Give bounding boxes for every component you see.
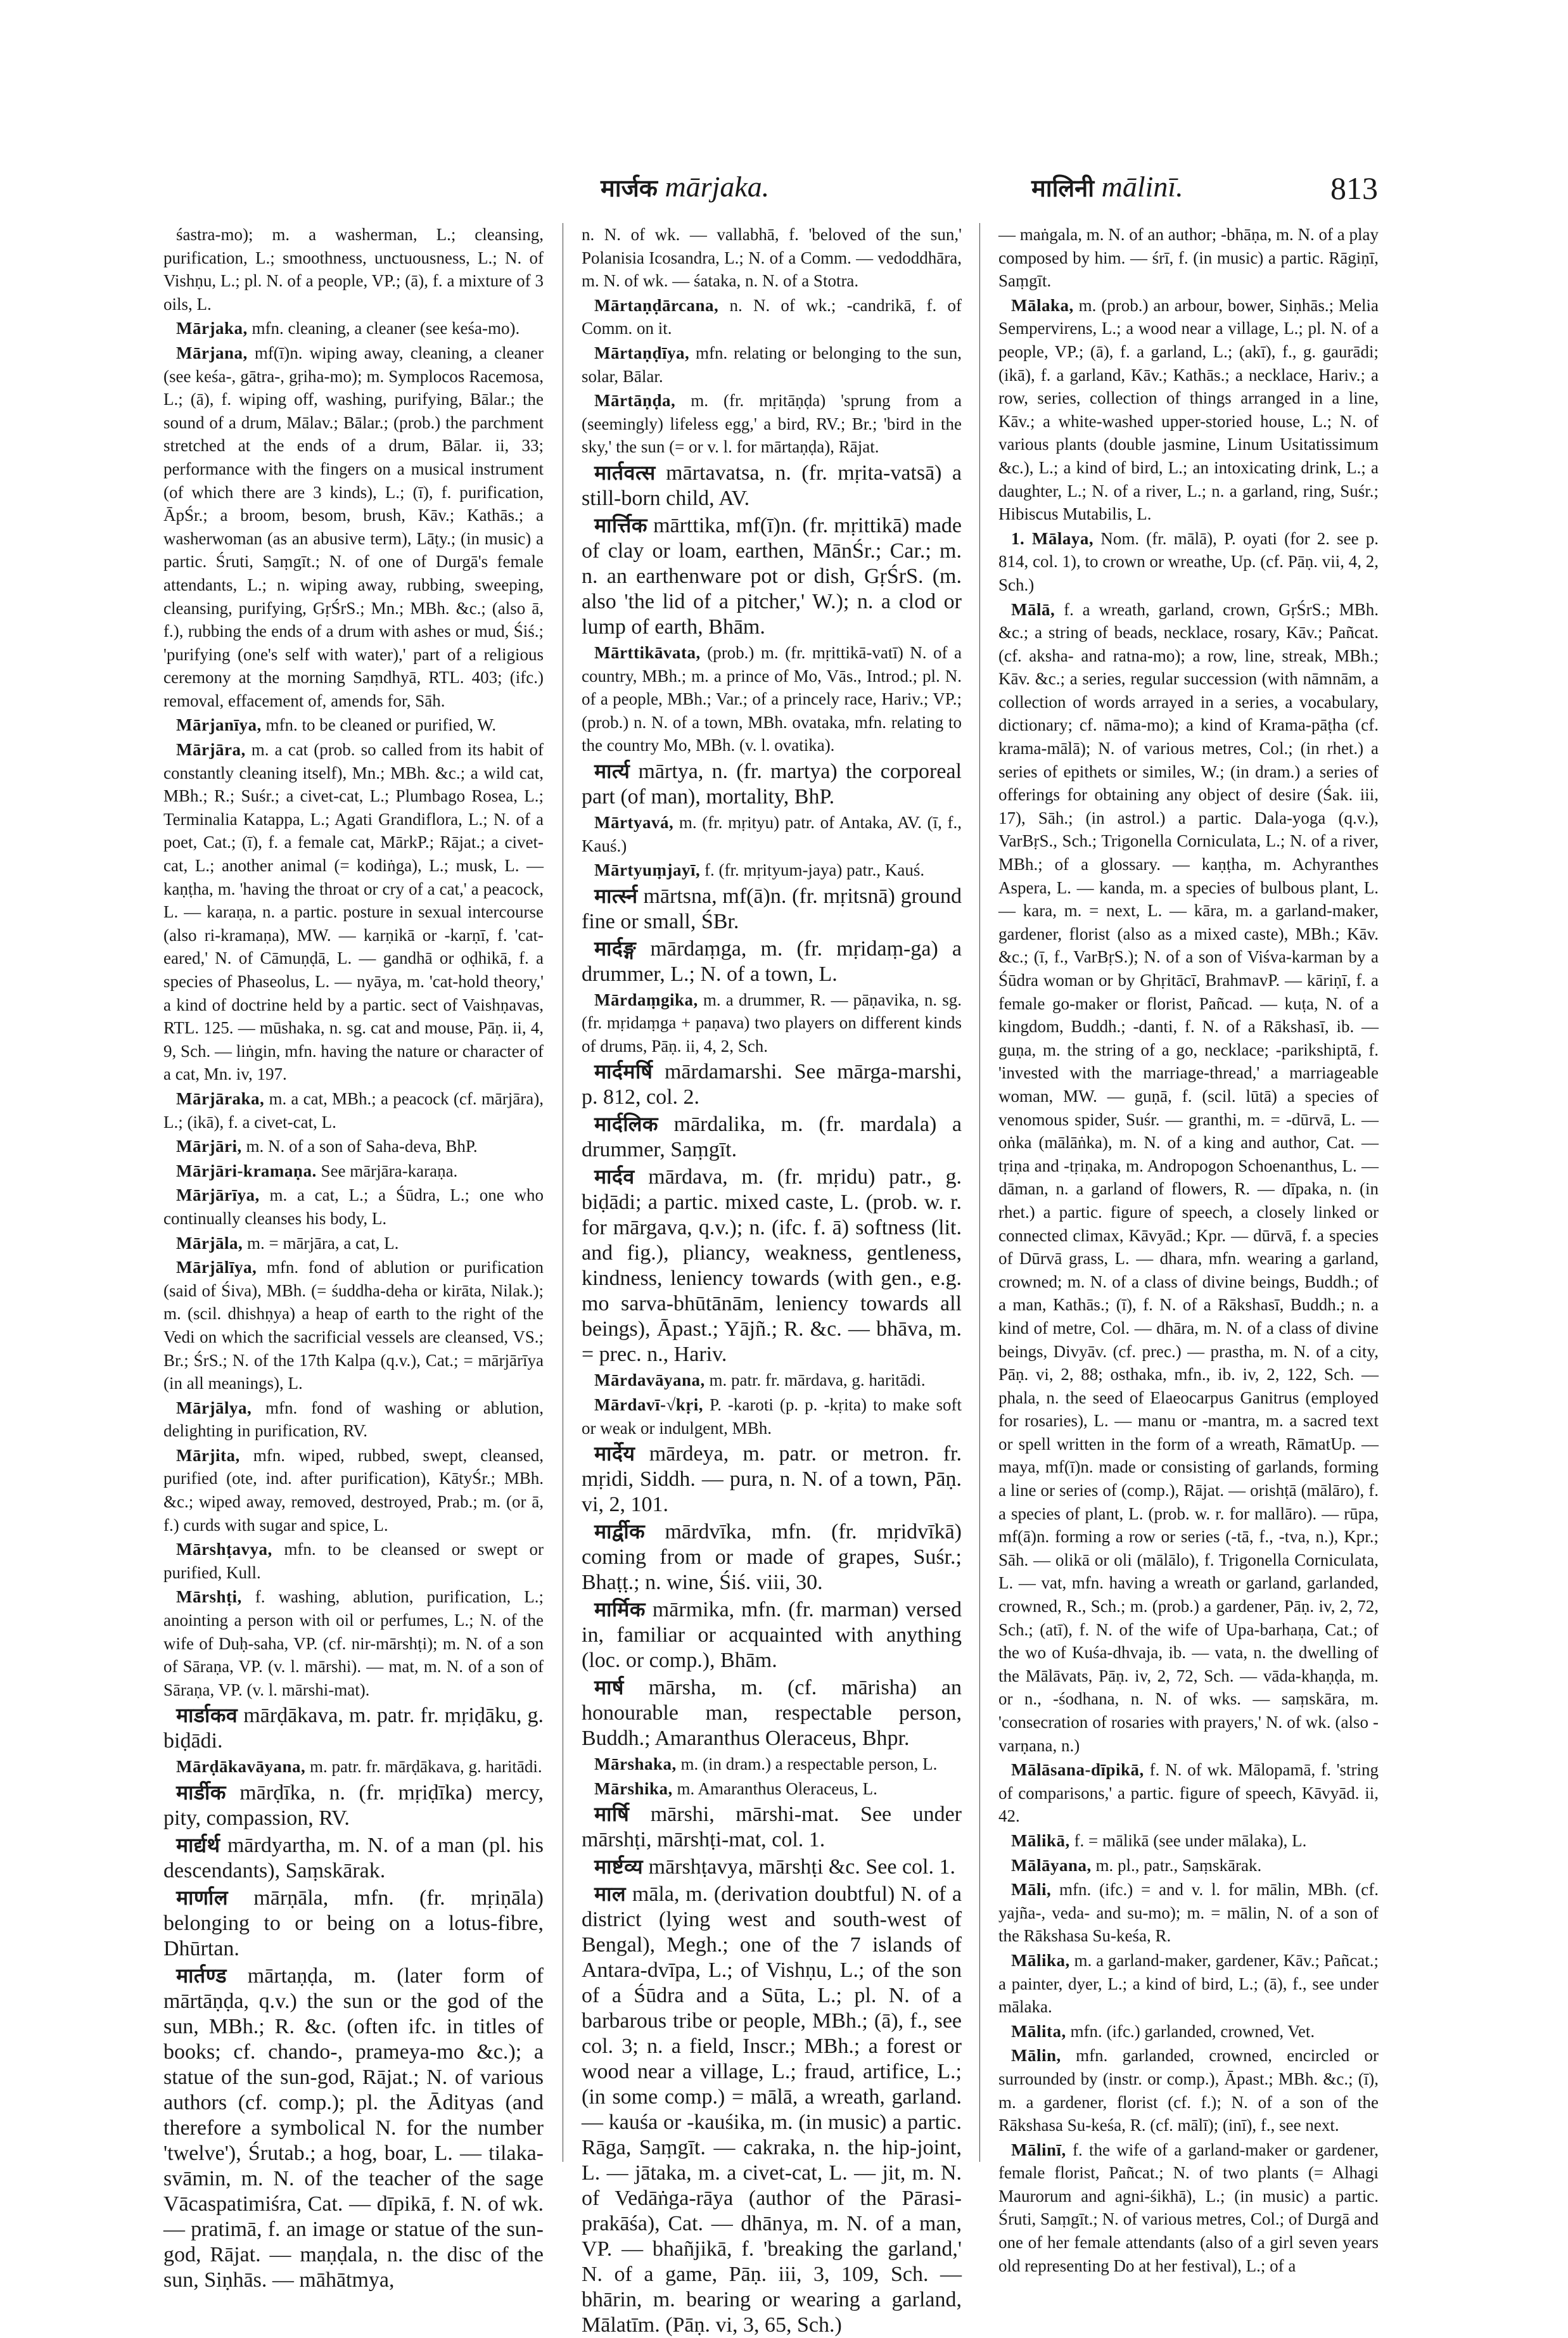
entry-definition: m. a garland-maker, gardener, Kāv.; Pañcat.; a painter, dyer, L.; a kind of bird, L.; (ā), f., see under mālaka. (998, 1950, 1379, 2017)
entry-definition: mārḍīka, n. (fr. mṛiḍīka) mercy, pity, compassion, RV. (163, 1781, 544, 1830)
entry-headword: Mārjāraka, (176, 1089, 265, 1108)
entry-headword: Mārtyuṃjayī, (594, 860, 701, 880)
entry-headword: मार्ष्टव्य (594, 1855, 644, 1879)
column-3 (998, 223, 1379, 2275)
entry-definition: f. the wife of a garland-maker or gardener, female florist, Pañcat.; N. of two plants (= Alhagi Maurorum and agni-śikhā), L.; (in music) a partic. Śruti, Saṃgīt.; N. of various metres, Col.; of Durgā and one of her female attendants (also of a girl seven years old representing Do at her festival), L.; of a (998, 2140, 1379, 2275)
entry-definition: m. (fr. mṛityu) patr. of Antaka, AV. (ī, f., Kauś.) (582, 812, 962, 855)
dictionary-entry (163, 1585, 544, 1701)
entry-definition: n. N. of wk.; -candrikā, f. of Comm. on it. (582, 295, 962, 338)
entry-headword: मार्द्यर्थ (176, 1834, 220, 1856)
entry-definition: m. patr. fr. mārdava, g. haritādi. (709, 1370, 926, 1390)
entry-headword: मार्त्तिक (594, 513, 647, 537)
entry-headword: Māli, (1011, 1880, 1052, 1900)
entry-headword: Mārjārīya, (176, 1185, 260, 1205)
entry-headword: मार्देय (594, 1442, 635, 1466)
dictionary-entry (998, 294, 1379, 526)
entry-definition: m. (in dram.) a respectable person, L. (680, 1754, 938, 1774)
entry-definition: mārsha, m. (cf. mārisha) an honourable man, respectable person, Buddh.; Amaranthus Oleraceus, Bhpr. (582, 1676, 962, 1751)
entry-definition: mfn. to be cleaned or purified, W. (265, 715, 497, 735)
entry-definition: mf(ī)n. wiping away, cleaning, a cleaner (see keśa-, gātra-, gṛiha-mo); m. Symplocos Racemosa, L.; (ā), f. wiping off, washing, purifying, Bālar.; the sound of a drum, Mālav.; Bālar.; (prob.) the parchment stretched at the ends of a drum, Bālar. ii, 33; performance with the fingers on a musical instrument (of which there are 3 kinds), L.; (ī), f. purification, ĀpŚr.; a broom, besom, brush, Kāv.; Kathās.; a washerwoman (as an abusive term), Lāṭy.; (in music) a partic. Śruti, Saṃgīt.; N. of one of Durgā's female attendants, L.; n. wiping away, rubbing, sweeping, cleansing, purifying, GṛŚrS.; Mn.; MBh. &c.; (also ā, f.), rubbing the ends of a drum with ashes or mud, Śiś.; 'purifying (one's self with water),' part of a religious ceremony at the morning Saṃdhyā, RTL. 403; (ifc.) removal, effacement of, amends for, Sāh. (163, 343, 544, 710)
entry-definition: Nom. (fr. mālā), P. oyati (for 2. see p. 814, col. 1), to crown or wreathe, Up. (cf. Pāṇ. vii, 4, 2, Sch.) (998, 528, 1379, 594)
entry-headword: Mārshika, (594, 1779, 673, 1798)
entry-headword: Mārshṭi, (176, 1587, 242, 1607)
dictionary-entry (582, 758, 962, 810)
dictionary-entry (582, 1111, 962, 1163)
dictionary-entry (163, 1396, 544, 1443)
entry-definition: mfn. fond of washing or ablution, delighting in purification, RV. (163, 1398, 544, 1441)
entry-definition: mfn. wiped, rubbed, swept, cleansed, purified (ote, ind. after purification), KātyŚr.; MBh. &c.; wiped away, removed, destroyed, Prab.; m. (or ā, f.) curds with sugar and spice, L. (163, 1445, 544, 1535)
entry-definition: f. a wreath, garland, crown, GṛŚrS.; MBh. &c.; a string of beads, necklace, rosary, Kāv.; Pañcat. (cf. aksha- and ratna-mo); a row, line, streak, MBh.; Kāv. &c.; a series, regular succession (with nāmnām, a collection of words arrayed in a series, a vocabulary, dictionary; cf. nāma-mo); a kind of Krama-pāṭha (cf. krama-mālā); N. of various metres, Col.; (in rhet.) a series of epithets or similes, W.; (in dram.) a series of offerings for obtaining any object of desire (Śak. iii, 17), Sāh.; (in astrol.) a partic. Dala-yoga (q.v.), VarBṛS., Sch.; Trigonella Corniculata, L.; N. of a river, MBh.; of a glossary. — kaṇṭha, m. Achyranthes Aspera, L. — kanda, m. a species of bulbous plant, L. — kara, m. = next, L. — kāra, m. a garland-maker, gardener, florist (also as a mixed caste), MBh.; Kāv. &c.; (ī, f., VarBṛS.); N. of a son of Viśva-karman by a Śūdra woman or by Ghṛitācī, BrahmavP. — kāriṇī, f. a female go-maker or florist, Pañcad. — kuṭa, N. of a kingdom, Buddh.; -danti, f. N. of a Rākshasī, ib. — guṇa, m. the string of a go, necklace; -parikshiptā, f. 'invested with the marriage-thread,' a marriageable woman, MW. — guṇā, f. (scil. lūtā) a species of venomous spider, Suśr. — granthi, m. = -dūrvā, L. — oṅka (mālāṅka), m. N. of a king and author, Cat. — tṛiṇa and -tṛiṇaka, m. Andropogon Schoenanthus, L. — dāman, n. a garland of flowers, R. — dīpaka, n. (in rhet.) a partic. figure of speech, a closely linked or connected climax, Kāvyād.; Kpr. — dūrvā, f. a species of Dūrvā grass, L. — dhara, mfn. wearing a garland, crowned; m. N. of a class of divine beings, Buddh.; of a man, Kathās.; (ī), f. N. of a Rākshasī, Buddh.; n. a kind of metre, Col. — dhāra, m. N. of a class of divine beings, Divyāv. (cf. prec.) — prastha, m. N. of a city, Pāṇ. vi, 2, 88; osthaka, mfn., ib. iv, 2, 122, Sch. — phala, n. the seed of Elaeocarpus Ganitrus (employed for rosaries), L. — manu or -mantra, m. a sacred text or spell written in the form of a wreath, RāmatUp. — maya, mf(ī)n. made or consisting of garlands, forming a line or series of (comp.), Rājat. — orishṭā (mālāro), f. a species of plant, L. (prob. w. r. for mallāro). — rūpa, mf(ā)n. forming a row or series (-tā, f., -tva, n.), Kpr.; Sāh. — olikā or oli (mālālo), f. Trigonella Corniculata, L. — vat, mfn. having a wreath or garland, garlanded, crowned, R., Sch.; m. (prob.) a gardener, Pāṇ. iv, 2, 72, Sch.; (atī), f. N. of the wife of Upa-barhaṇa, Cat.; of the wo of Kuśa-dhvaja, ib. — vata, n. the dwelling of the Mālāvats, Pāṇ. iv, 2, 72, Sch. — vāda-khaṇḍa, m. or n., -śodhana, n. N. of wks. — saṃskāra, m. 'consecration of rosaries with prayers,' N. of wk. (also -varṇana, n.) (998, 599, 1379, 1755)
column-2 (582, 223, 962, 2337)
dictionary-entry (582, 223, 962, 293)
entry-headword: Mārjāri, (176, 1137, 242, 1156)
entry-headword: Mārjāra, (176, 740, 246, 760)
dictionary-entry (998, 598, 1379, 1758)
text-columns (163, 223, 1379, 2337)
entry-definition: mfn. to be cleansed or swept or purified, Kull. (163, 1540, 544, 1582)
dictionary-entry (582, 1753, 962, 1776)
entry-headword: मार्णाल (176, 1886, 229, 1909)
entry-headword: Mārshṭavya, (176, 1540, 272, 1559)
entry-definition: m. a cat (prob. so called from its habit of constantly cleaning itself), Mn.; MBh. &c.; a wild cat, MBh.; R.; Suśr.; a civet-cat, L.; Plumbago Rosea, L.; Terminalia Katappa, L.; Agati Grandiflora, L.; N. of a poet, Cat.; (ī), f. a female cat, MārkP.; Rājat.; a civet-cat, L.; another animal (= kodiṅga), L.; musk, L. — kaṇṭha, m. 'having the throat or cry of a cat,' a peacock, L. — karaṇa, n. a partic. posture in sexual intercourse (also ri-kramaṇa), MW. — karṇikā or -karṇī, f. 'cat-eared,' N. of Cāmuṇḍā, L. — gandhā or oḍhikā, f. a species of Phaseolus, L. — nyāya, m. 'cat-hold theory,' a kind of doctrine held by a partic. sect of Vaishṇavas, RTL. 125. — mūshaka, n. sg. cat and mouse, Pāṇ. ii, 4, 9, Sch. — liṅgin, mfn. having the nature or character of a cat, Mn. iv, 197. (163, 740, 544, 1084)
dictionary-entry (998, 527, 1379, 597)
dictionary-entry (998, 223, 1379, 293)
dictionary-entry (582, 1675, 962, 1751)
entry-headword: Mārttikāvata, (594, 642, 701, 662)
entry-headword: Mālaka, (1011, 295, 1074, 315)
entry-headword: Mālāsana-dīpikā, (1011, 1760, 1144, 1780)
entry-definition: mārmika, mfn. (fr. marman) versed in, familiar or acquainted with anything (loc. or comp.), Bhām. (582, 1598, 962, 1673)
entry-headword: मार्द्वीक (594, 1520, 646, 1543)
dictionary-entry (163, 1159, 544, 1183)
entry-headword: Mārjālīya, (176, 1258, 257, 1277)
entry-headword: मार्त्स्न (594, 884, 638, 907)
entry-headword: Mārdavāyana, (594, 1370, 705, 1390)
dictionary-entry (163, 1232, 544, 1255)
dictionary-entry (582, 1881, 962, 2338)
entry-definition: mārtaṇḍa, m. (later form of mārtāṇḍa, q.v.) the sun or the god of the sun, MBh.; R. &c. (often ifc. in titles of books; cf. chando-, prameya-mo &c.); a statue of the sun-god, Rājat.; N. of various authors (cf. comp.); pl. the Ādityas (and therefore a symbolical N. for the number 'twelve'), Śrutab.; a hog, boar, L. — tilaka-svāmin, m. N. of the teacher of the sage Vācaspatimiśra, Cat. — dīpikā, f. N. of wk. — pratimā, f. an image or statue of the sun-god, Rājat. — maṇḍala, n. the disc of the sun, Siṇhās. — māhātmya, (163, 1964, 544, 2292)
entry-definition: māla, m. (derivation doubtful) N. of a district (lying west and south-west of Bengal), Megh.; one of the 7 islands of Antara-dvīpa, L.; of Vishṇu, L.; of the son of a Śūdra and a Sūta, L.; pl. N. of a barbarous tribe or people, MBh.; (ā), f., see col. 3; n. a field, Inscr.; MBh.; a forest or wood near a village, L.; fraud, artifice, L.; (in some comp.) = mālā, a wreath, garland. — kauśa or -kauśika, m. (in music) a partic. Rāga, Saṃgīt. — cakraka, n. the hip-joint, L. — jātaka, m. a civet-cat, L. — jit, m. N. of Vedāṅga-rāya (author of the Pārasi-prakāśa), Cat. — dhānya, m. N. of a man, VP. — bhañjikā, f. 'breaking the garland,' N. of a game, Pāṇ. iii, 3, 109, Sch. — bhārin, m. bearing or wearing a garland, Mālatīm. (Pāṇ. vi, 3, 65, Sch.) (582, 1882, 962, 2337)
dictionary-entry (163, 223, 544, 316)
entry-headword: Mārtaṇḍīya, (594, 343, 690, 362)
entry-headword: Mālā, (1011, 599, 1055, 619)
entry-definition: mārtsna, mf(ā)n. (fr. mṛitsnā) ground fine or small, ŚBr. (582, 884, 962, 933)
dictionary-entry (163, 1256, 544, 1395)
dictionary-entry (582, 1597, 962, 1673)
dictionary-entry (582, 859, 962, 882)
entry-headword: Mārjāri-kramaṇa. (176, 1161, 317, 1180)
dictionary-entry (582, 1393, 962, 1440)
entry-headword: मार्मिक (594, 1598, 646, 1621)
entry-definition: mārttika, mf(ī)n. (fr. mṛittikā) made of clay or loam, earthen, MānŚr.; Car.; m. n. an earthenware pot or dish, GṛŚrS. (m. also 'the lid of a pitcher,' W.); n. a clod or lump of earth, Bhām. (582, 513, 962, 639)
dictionary-entry (582, 1777, 962, 1801)
entry-definition: mārdeya, m. patr. or metron. fr. mṛidi, Siddh. — pura, n. N. of a town, Pāṇ. vi, 2, 101. (582, 1442, 962, 1517)
entry-headword: Mārjālya, (176, 1398, 252, 1417)
dictionary-entry (998, 1829, 1379, 1853)
dictionary-entry (582, 460, 962, 511)
dictionary-entry (163, 1444, 544, 1536)
entry-headword: Mārjana, (176, 343, 248, 362)
entry-definition: śastra-mo); m. a washerman, L.; cleansing, purification, L.; smoothness, unctuousness, L.; N. of Vishṇu, L.; pl. N. of a people, VP.; (ā), f. a mixture of 3 oils, L. (163, 225, 544, 314)
right-headword-devanagari: मालिनी (1031, 174, 1095, 202)
dictionary-entry (998, 2138, 1379, 2278)
dictionary-entry (998, 1949, 1379, 2019)
dictionary-entry (998, 1854, 1379, 1877)
dictionary-entry (582, 513, 962, 640)
entry-headword: मार्त्य (594, 759, 630, 783)
entry-definition: mfn. fond of ablution or purification (said of Śiva), MBh. (= śuddha-deha or kirāta, Nilak.); m. (scil. dhishṇya) a heap of earth to the right of the Vedi on which the sacrificial vessels are cleansed, VS.; Br.; ŚrS.; N. of the 17th Kalpa (q.v.), Cat.; = mārjārīya (in all meanings), L. (163, 1258, 544, 1393)
entry-headword: Mārtyavá, (594, 812, 674, 832)
dictionary-entry (582, 389, 962, 459)
entry-headword: Mālinī, (1011, 2140, 1066, 2159)
left-headword-devanagari: मार्जक (601, 174, 658, 202)
dictionary-entry (998, 2044, 1379, 2137)
entry-headword: मार्दव (594, 1165, 635, 1189)
dictionary-entry (163, 1135, 544, 1158)
dictionary-entry (582, 883, 962, 935)
entry-headword: Mārjaka, (176, 319, 248, 338)
entry-definition: mfn. (ifc.) = and v. l. for mālin, MBh. (cf. yajña-, veda- and su-mo); m. = mālin, N. of a son of the Rākshasa Su-keśa, R. (998, 1880, 1379, 1946)
entry-definition: — maṅgala, m. N. of an author; -bhāṇa, m. N. of a play composed by him. — śrī, f. (in music) a partic. Rāgiṇī, Saṃgīt. (998, 225, 1379, 291)
column-1 (163, 223, 544, 2292)
entry-definition: mārdava, m. (fr. mṛidu) patr., g. biḍādi; a partic. mixed caste, L. (prob. w. r. for mārgava, q.v.); n. (ifc. f. ā) softness (lit. and fig.), pliancy, weakness, gentleness, kindness, leniency towards (with gen., e.g. mo sarva-bhūtānām, leniency towards all beings), Āpast.; Yājñ.; R. &c. — bhāva, m. = prec. n., Hariv. (582, 1165, 962, 1367)
entry-headword: मार्तण्ड (176, 1964, 227, 1987)
dictionary-entry (163, 342, 544, 713)
dictionary-entry (582, 988, 962, 1058)
right-headword-roman: mālinī. (1101, 170, 1183, 203)
dictionary-entry (163, 713, 544, 737)
dictionary-entry (582, 1854, 962, 1880)
entry-headword: Mārtāṇḍa, (594, 391, 676, 411)
entry-headword: Mārjita, (176, 1445, 240, 1465)
entry-headword: Mālikā, (1011, 1830, 1070, 1850)
dictionary-entry (163, 1963, 544, 2293)
entry-headword: मार्डीक (176, 1781, 226, 1804)
left-headword-roman: mārjaka. (665, 170, 770, 203)
entry-headword: माल (594, 1882, 627, 1906)
entry-headword: Mārḍākavāyana, (176, 1757, 306, 1777)
dictionary-entry (582, 811, 962, 857)
entry-headword: मार्ष (594, 1676, 624, 1699)
column-divider (979, 223, 980, 2162)
entry-definition: mfn. garlanded, crowned, encircled or surrounded by (instr. or comp.), Āpast.; MBh. &c.; (ī), m. a gardener, florist (cf. f.); N. of a son of the Rākshasa Su-keśa, R. (cf. mālī); (inī), f., see next. (998, 2046, 1379, 2135)
dictionary-entry (582, 1441, 962, 1517)
entry-definition: mfn. (ifc.) garlanded, crowned, Vet. (1070, 2021, 1315, 2041)
entry-definition: m. = mārjāra, a cat, L. (246, 1233, 399, 1253)
entry-definition: m. Amaranthus Oleraceus, L. (677, 1779, 877, 1798)
dictionary-entry (582, 1801, 962, 1853)
entry-definition: mārshi, mārshi-mat. See under mārshṭi, mārshṭi-mat, col. 1. (582, 1803, 962, 1852)
entry-headword: Mālin, (1011, 2046, 1061, 2066)
entry-definition: P. -karoti (p. p. -kṛita) to make soft or weak or indulgent, MBh. (582, 1395, 962, 1438)
entry-headword: मार्दङ्ग (594, 936, 637, 960)
entry-definition: f. = mālikā (see under mālaka), L. (1074, 1830, 1307, 1850)
entry-definition: m. a cat, L.; a Śūdra, L.; one who continually cleanses his body, L. (163, 1185, 544, 1228)
entry-headword: मार्डाकव (176, 1704, 238, 1727)
entry-definition: mārdamarshi. See mārga-marshi, p. 812, col. 2. (582, 1060, 962, 1109)
entry-definition: m. N. of a son of Saha-deva, BhP. (246, 1137, 478, 1156)
entry-definition: mfn. cleaning, a cleaner (see keśa-mo). (252, 319, 520, 338)
entry-definition: mārdyartha, m. N. of a man (pl. his descendants), Saṃskārak. (163, 1834, 544, 1882)
dictionary-entry (582, 342, 962, 388)
entry-definition: mārṇāla, mfn. (fr. mṛiṇāla) belonging to or being on a lotus-fibre, Dhūrtan. (163, 1886, 544, 1960)
entry-headword: मार्षि (594, 1803, 630, 1826)
entry-headword: Mārjanīya, (176, 715, 262, 735)
entry-definition: (prob.) m. (fr. mṛittikā-vatī) N. of a country, MBh.; m. a prince of Mo, Vās., Introd.; pl. N. of a people, MBh.; Var.; of a princely race, Hariv.; VP.; (prob.) n. N. of a town, MBh. ovataka, mfn. relating to the country Mo, MBh. (v. l. ovatika). (582, 642, 962, 755)
dictionary-entry (163, 317, 544, 340)
dictionary-entry (582, 1369, 962, 1392)
dictionary-entry (163, 1538, 544, 1584)
entry-definition: mārdalika, m. (fr. mardala) a drummer, Saṃgīt. (582, 1113, 962, 1162)
entry-definition: m. pl., patr., Saṃskārak. (1095, 1855, 1262, 1875)
entry-definition: n. N. of wk. — vallabhā, f. 'beloved of the sun,' Polanisia Icosandra, L.; N. of a Comm. — vedoddhāra, m. N. of wk. — śataka, n. N. of a Stotra. (582, 225, 962, 291)
entry-definition: mārshṭavya, mārshṭi &c. See col. 1. (648, 1855, 955, 1879)
dictionary-entry (998, 2020, 1379, 2043)
dictionary-entry (163, 738, 544, 1086)
page-header (163, 170, 1378, 214)
entry-headword: मार्दलिक (594, 1113, 658, 1136)
entry-definition: f. N. of wk. Mālopamā, f. 'string of comparisons,' a partic. figure of speech, Kāvyād. ii, 42. (998, 1760, 1379, 1826)
dictionary-entry (582, 641, 962, 757)
dictionary-entry (163, 1755, 544, 1779)
entry-headword: 1. Mālaya, (1011, 528, 1094, 548)
entry-definition: m. a cat, MBh.; a peacock (cf. mārjāra), L.; (ikā), f. a civet-cat, L. (163, 1089, 544, 1132)
dictionary-entry (163, 1780, 544, 1831)
dictionary-entry (582, 1164, 962, 1367)
entry-headword: Mārdaṃgika, (594, 990, 698, 1009)
entry-definition: m. a drummer, R. — pāṇavika, n. sg. (fr. mṛidaṃga + paṇava) two players on different kinds of drums, Pāṇ. ii, 4, 2, Sch. (582, 990, 962, 1056)
entry-definition: mfn. relating or belonging to the sun, solar, Bālar. (582, 343, 962, 386)
dictionary-entry (163, 1702, 544, 1754)
entry-headword: मार्दमर्षि (594, 1060, 653, 1083)
entry-definition: mārdvīka, mfn. (fr. mṛidvīkā) coming from or made of grapes, Suśr.; Bhaṭṭ.; n. wine, Śiś. viii, 30. (582, 1520, 962, 1595)
entry-headword: Mārjāla, (176, 1233, 243, 1253)
dictionary-entry (582, 936, 962, 987)
dictionary-entry (163, 1885, 544, 1962)
entry-headword: Mālika, (1011, 1950, 1070, 1970)
entry-definition: m. patr. fr. mārḍākava, g. haritādi. (310, 1757, 542, 1777)
entry-definition: See mārjāra-karaṇa. (321, 1161, 458, 1180)
dictionary-entry (998, 1878, 1379, 1948)
dictionary-entry (163, 1184, 544, 1230)
entry-definition: mārtavatsa, n. (fr. mṛita-vatsā) a still-born child, AV. (582, 461, 962, 510)
entry-headword: Mārtaṇḍārcana, (594, 295, 719, 315)
entry-definition: f. (fr. mṛityum-jaya) patr., Kauś. (704, 860, 925, 880)
dictionary-entry (998, 1758, 1379, 1828)
page-number: 813 (1330, 170, 1378, 206)
dictionary-entry (582, 1519, 962, 1595)
left-running-head (601, 170, 769, 204)
entry-headword: Mārdavī-√kṛi, (594, 1395, 704, 1415)
entry-definition: mārḍākava, m. patr. fr. mṛiḍāku, g. biḍādi. (163, 1704, 544, 1753)
right-running-head (1031, 170, 1183, 204)
entry-headword: मार्तवत्स (594, 461, 656, 484)
entry-definition: mārtya, n. (fr. martya) the corporeal part (of man), mortality, BhP. (582, 759, 962, 808)
entry-headword: Mālita, (1011, 2021, 1066, 2041)
dictionary-entry (582, 294, 962, 340)
entry-definition: f. washing, ablution, purification, L.; anointing a person with oil or perfumes, L.; N. of the wife of Duḥ-saha, VP. (cf. nir-mārshṭi); m. N. of a son of Sāraṇa, VP. (v. l. mārshi). — mat, m. N. of a son of Sāraṇa, VP. (v. l. mārshi-mat). (163, 1587, 544, 1699)
entry-definition: m. (prob.) an arbour, bower, Siṇhās.; Melia Sempervirens, L.; a wood near a village, L.; pl. N. of a people, VP.; (ā), f. a garland, L.; (akī), f., g. gaurādi; (ikā), f. a garland, Kāv.; Kathās.; a necklace, Hariv.; a row, series, collection of things arranged in a line, Kāv.; a white-washed upper-storied house, L.; N. of various plants (double jasmine, Linum Usitatissimum &c.), L.; a kind of bird, L.; an intoxicating drink, L.; a daughter, L.; N. of a river, L.; n. a garland, ring, Suśr.; Hibiscus Mutabilis, L. (998, 295, 1379, 524)
dictionary-entry (582, 1059, 962, 1110)
entry-headword: Mārshaka, (594, 1754, 677, 1774)
entry-headword: Mālāyana, (1011, 1855, 1092, 1875)
entry-definition: m. (fr. mṛitāṇḍa) 'sprung from a (seemingly) lifeless egg,' a bird, RV.; Br.; 'bird in the sky,' the sun (= or v. l. for mārtaṇḍa), Rājat. (582, 391, 962, 457)
dictionary-entry (163, 1087, 544, 1134)
dictionary-entry (163, 1832, 544, 1884)
entry-definition: mārdaṃga, m. (fr. mṛidaṃ-ga) a drummer, L.; N. of a town, L. (582, 936, 962, 986)
